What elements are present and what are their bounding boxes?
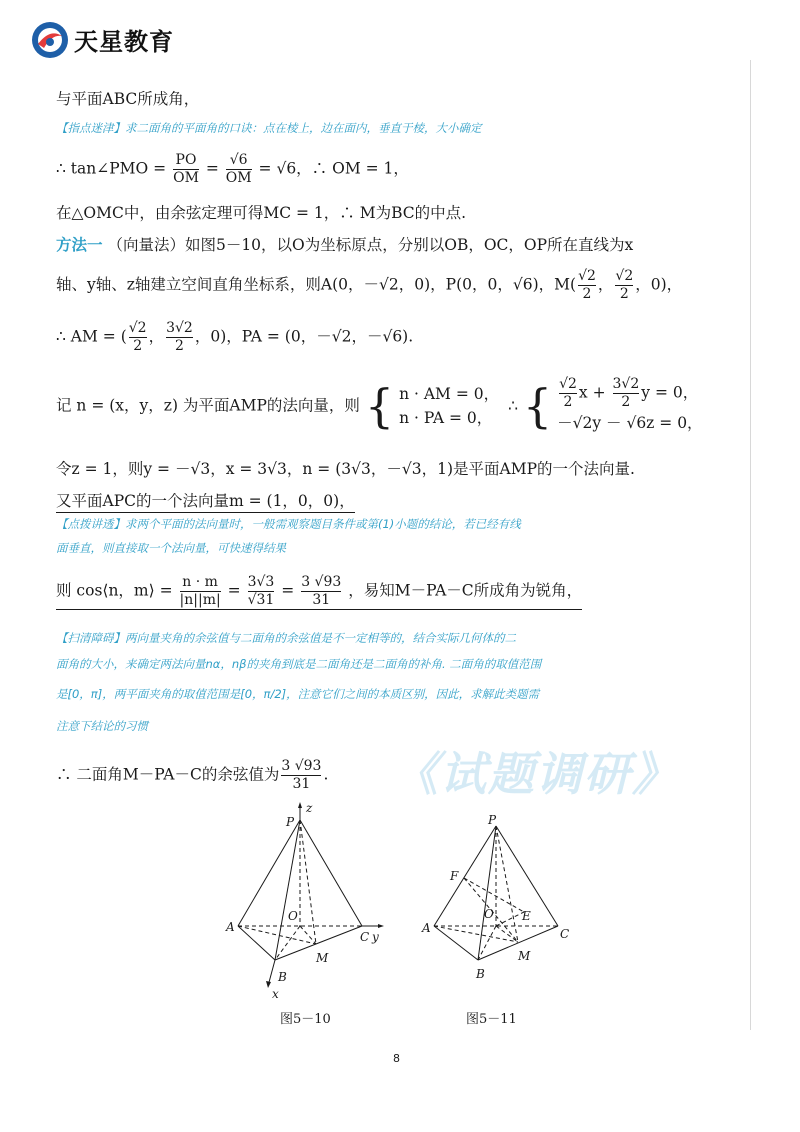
fig2-label-a: A — [422, 921, 431, 935]
note-hint-2b: 面垂直，则直接取一个法向量，可快速得结果 — [56, 541, 286, 555]
fig2-label-m: M — [518, 949, 531, 963]
fig1-label-b: B — [278, 970, 287, 984]
note-hint-3d: 注意下结论的习惯 — [56, 719, 148, 733]
method-label: 方法一 — [56, 236, 103, 254]
fig1-label-c: C — [360, 930, 370, 944]
fig1-label-x: x — [272, 987, 279, 1001]
tianxing-logo-icon — [30, 20, 70, 60]
fig2-label-e: E — [522, 909, 531, 923]
brand-name: 天星教育 — [74, 28, 174, 56]
fig1-label-o: O — [288, 909, 298, 923]
fig1-label-z: z — [306, 801, 313, 815]
text-line-9: 又平面APC的一个法向量m = (1，0，0)， — [56, 490, 355, 513]
text-line-5: 轴、y轴、z轴建立空间直角坐标系，则A(0，－√2，0)，P(0，0，√6)，M( $\frac{√2}{2}$ ， $\frac{√2}{2}$ ，0)， — [56, 268, 683, 302]
fig1-label-m: M — [316, 951, 329, 965]
fig2-label-f: F — [450, 869, 459, 883]
fig1-label-y: y — [372, 930, 379, 944]
note-hint-3a: 【扫清障碍】两向量夹角的余弦值与二面角的余弦值是不一定相等的，结合实际几何体的二 — [56, 631, 516, 645]
note-hint-1: 【指点迷津】求二面角的平面角的口诀：点在棱上，边在面内，垂直于棱，大小确定 — [56, 121, 482, 135]
watermark: 《试题调研》 — [392, 747, 680, 801]
figure-5-11 — [420, 810, 590, 1000]
note-hint-3c: 是[0，π]，两平面夹角的取值范围是[0，π/2]，注意它们之间的本质区别，因此，求解此类题需 — [56, 687, 540, 701]
text-line-6: ∴ AM = ( $\frac{√2}{2}$ ， $\frac{3√2}{2}$ ，0)，PA = (0，－√2，－√6). — [56, 320, 414, 354]
figure-5-11-caption: 图5－11 — [466, 1012, 517, 1027]
figure-5-10 — [220, 800, 400, 1005]
fig2-label-b: B — [476, 967, 485, 981]
text-line-1: 与平面ABC所成角， — [56, 90, 200, 108]
note-hint-2a: 【点拨讲透】求两个平面的法向量时，一般需观察题目条件或第(1)小题的结论，若已经有线 — [56, 517, 521, 531]
right-margin-rule — [750, 60, 751, 1030]
page-number: 8 — [393, 1052, 400, 1065]
text-line-3: 在△OMC中，由余弦定理可得MC = 1，∴ M为BC的中点. — [56, 204, 467, 222]
fig2-label-o: O — [484, 907, 494, 921]
text-line-10: 则 cos⟨n，m⟩ = $\frac{n \cdot m}{|n||m|}$ = $\frac{3√3}{√31}$ = $\frac{3 √93}{31}$ ，易知M－PA－C所成角为锐角， — [56, 574, 583, 608]
text-line-8: 令z = 1，则y = －√3，x = 3√3，n = (3√3，－√3，1)是平面AMP的一个法向量. — [56, 460, 635, 478]
text-line-7: 记 n = (x，y，z) 为平面AMP的法向量，则 { n · AM = 0， n · PA = 0， ∴ { $\frac{√2}{2}$ x + $\frac{3√2}{2}$ y = 0， －√2y － √6z = 0， — [56, 376, 703, 433]
fig1-label-p: P — [286, 815, 295, 829]
fig1-label-a: A — [226, 920, 235, 934]
text-line-4: 方法一 （向量法）如图5－10，以O为坐标原点，分别以OB，OC，OP所在直线为x — [56, 236, 634, 254]
fig2-label-p: P — [488, 813, 497, 827]
text-line-11: ∴ 二面角M－PA－C的余弦值为 $\frac{3 √93}{31}$ . — [56, 758, 329, 792]
fig2-label-c: C — [560, 927, 570, 941]
figure-5-10-caption: 图5－10 — [280, 1012, 331, 1027]
note-hint-3b: 面角的大小，来确定两法向量nα，nβ的夹角到底是二面角还是二面角的补角. 二面角的取值范围 — [56, 657, 542, 671]
text-line-2: ∴ tan∠PMO = $\frac{PO}{OM}$ = $\frac{√6}{OM}$ = √6，∴ OM = 1， — [56, 152, 409, 186]
